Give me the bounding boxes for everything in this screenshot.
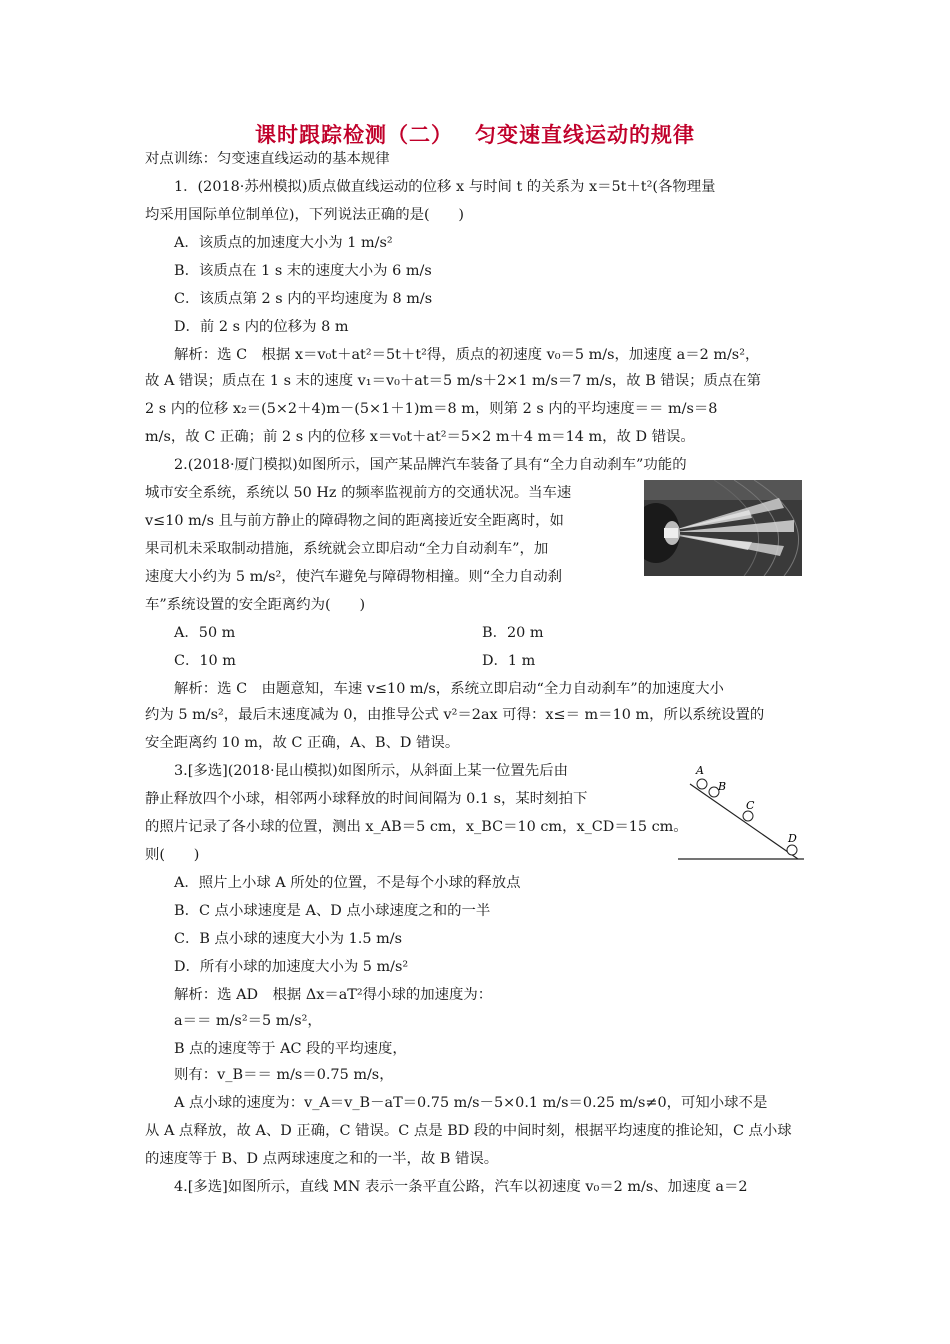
q2-option-c: C．10 m: [174, 653, 236, 669]
q3-option-d: D．所有小球的加速度大小为 5 m/s²: [174, 959, 409, 975]
q2-option-d: D．1 m: [482, 653, 536, 669]
q1-solution-4: m/s，故 C 正确；前 2 s 内的位移 x＝v₀t＋at²＝5×2 m＋4 m＝14 m，故 D 错误。: [145, 429, 695, 445]
label-b: B: [718, 780, 727, 793]
q3-line1: 3.[多选](2018·昆山模拟)如图所示，从斜面上某一位置先后由: [174, 763, 568, 779]
q4-line1: 4.[多选]如图所示，直线 MN 表示一条平直公路，汽车以初速度 v₀＝2 m/s、加速度 a＝2: [174, 1179, 748, 1195]
q1-solution-2: 故 A 错误；质点在 1 s 末的速度 v₁＝v₀＋at＝5 m/s＋2×1 m/s＝7 m/s，故 B 错误；质点在第: [145, 373, 762, 389]
q2-line6: 车”系统设置的安全距离约为( ): [145, 597, 366, 613]
q2-line2: 城市安全系统，系统以 50 Hz 的频率监视前方的交通状况。当车速: [145, 485, 572, 501]
q1-option-c: C．该质点第 2 s 内的平均速度为 8 m/s: [174, 291, 433, 307]
incline-svg: [676, 762, 806, 862]
q1-option-b: B．该质点在 1 s 末的速度大小为 6 m/s: [174, 263, 432, 279]
q3-option-c: C．B 点小球的速度大小为 1.5 m/s: [174, 931, 402, 947]
label-a: A: [696, 764, 704, 777]
ball-c: [743, 811, 753, 821]
q2-solution-3: 安全距离约 10 m，故 C 正确，A、B、D 错误。: [145, 735, 460, 751]
q2-solution-2: 约为 5 m/s²，最后末速度减为 0，由推导公式 v²＝2ax 可得：x≤＝ m＝10 m，所以系统设置的: [145, 707, 765, 723]
q3-line2: 静止释放四个小球，相邻两小球释放的时间间隔为 0.1 s，某时刻拍下: [145, 791, 588, 807]
q2-line4: 果司机未采取制动措施，系统就会立即启动“全力自动刹车”，加: [145, 541, 549, 557]
section-heading: 对点训练：匀变速直线运动的基本规律: [145, 151, 390, 167]
q3-solution-3: B 点的速度等于 AC 段的平均速度，: [174, 1041, 407, 1057]
car-radar-illustration: [644, 480, 802, 576]
label-d: D: [788, 832, 797, 845]
q3-solution-7: 的速度等于 B、D 点两球速度之和的一半，故 B 错误。: [145, 1151, 499, 1167]
q2-line5: 速度大小约为 5 m/s²，使汽车避免与障碍物相撞。则“全力自动刹: [145, 569, 563, 585]
q2-option-a: A．50 m: [174, 625, 236, 641]
slope-line: [690, 784, 798, 859]
q3-solution-2: a＝＝ m/s²＝5 m/s²，: [174, 1013, 322, 1029]
q2-line3: v≤10 m/s 且与前方静止的障碍物之间的距离接近安全距离时，如: [145, 513, 564, 529]
q3-line4: 则( ): [145, 847, 200, 863]
q3-option-b: B．C 点小球速度是 A、D 点小球速度之和的一半: [174, 903, 491, 919]
ball-a: [697, 779, 707, 789]
q3-solution-5: A 点小球的速度为：v_A＝v_B－aT＝0.75 m/s－5×0.1 m/s＝0.25 m/s≠0，可知小球不是: [174, 1095, 768, 1111]
car-radar-photo: [644, 480, 802, 576]
q2-line1: 2.(2018·厦门模拟)如图所示，国产某品牌汽车装备了具有“全力自动刹车”功能的: [174, 457, 687, 473]
q1-solution-1: 解析：选 C 根据 x＝v₀t＋at²＝5t＋t²得，质点的初速度 v₀＝5 m/s，加速度 a＝2 m/s²，: [174, 347, 760, 363]
page-title: [0, 119, 950, 149]
incline-diagram: [676, 762, 806, 862]
q3-option-a: A．照片上小球 A 所处的位置，不是每个小球的释放点: [174, 875, 521, 891]
q3-solution-1: 解析：选 AD 根据 Δx＝aT²得小球的加速度为：: [174, 987, 493, 1003]
q1-line1: 1．(2018·苏州模拟)质点做直线运动的位移 x 与时间 t 的关系为 x＝5t＋t²(各物理量: [174, 179, 716, 195]
q1-option-a: A．该质点的加速度大小为 1 m/s²: [174, 235, 393, 251]
q3-line3: 的照片记录了各小球的位置，测出 x_AB＝5 cm，x_BC＝10 cm，x_CD＝15 cm。: [145, 819, 688, 835]
q3-solution-4: 则有：v_B＝＝ m/s＝0.75 m/s，: [174, 1067, 394, 1083]
title-part1: 课时跟踪检测（二）: [255, 123, 453, 147]
label-c: C: [746, 799, 755, 812]
q1-solution-3: 2 s 内的位移 x₂＝(5×2＋4)m－(5×1＋1)m＝8 m，则第 2 s 内的平均速度＝＝ m/s＝8: [145, 401, 718, 417]
q2-solution-1: 解析：选 C 由题意知，车速 v≤10 m/s，系统立即启动“全力自动刹车”的加速度大小: [174, 681, 724, 697]
ball-d: [787, 845, 797, 855]
q1-line2: 均采用国际单位制单位)，下列说法正确的是( ): [145, 207, 465, 223]
title-part2: 匀变速直线运动的规律: [475, 123, 695, 147]
q3-solution-6: 从 A 点释放，故 A、D 正确，C 错误。C 点是 BD 段的中间时刻，根据平均速度的推论知，C 点小球: [145, 1123, 792, 1139]
q1-option-d: D．前 2 s 内的位移为 8 m: [174, 319, 349, 335]
q2-option-b: B．20 m: [482, 625, 544, 641]
